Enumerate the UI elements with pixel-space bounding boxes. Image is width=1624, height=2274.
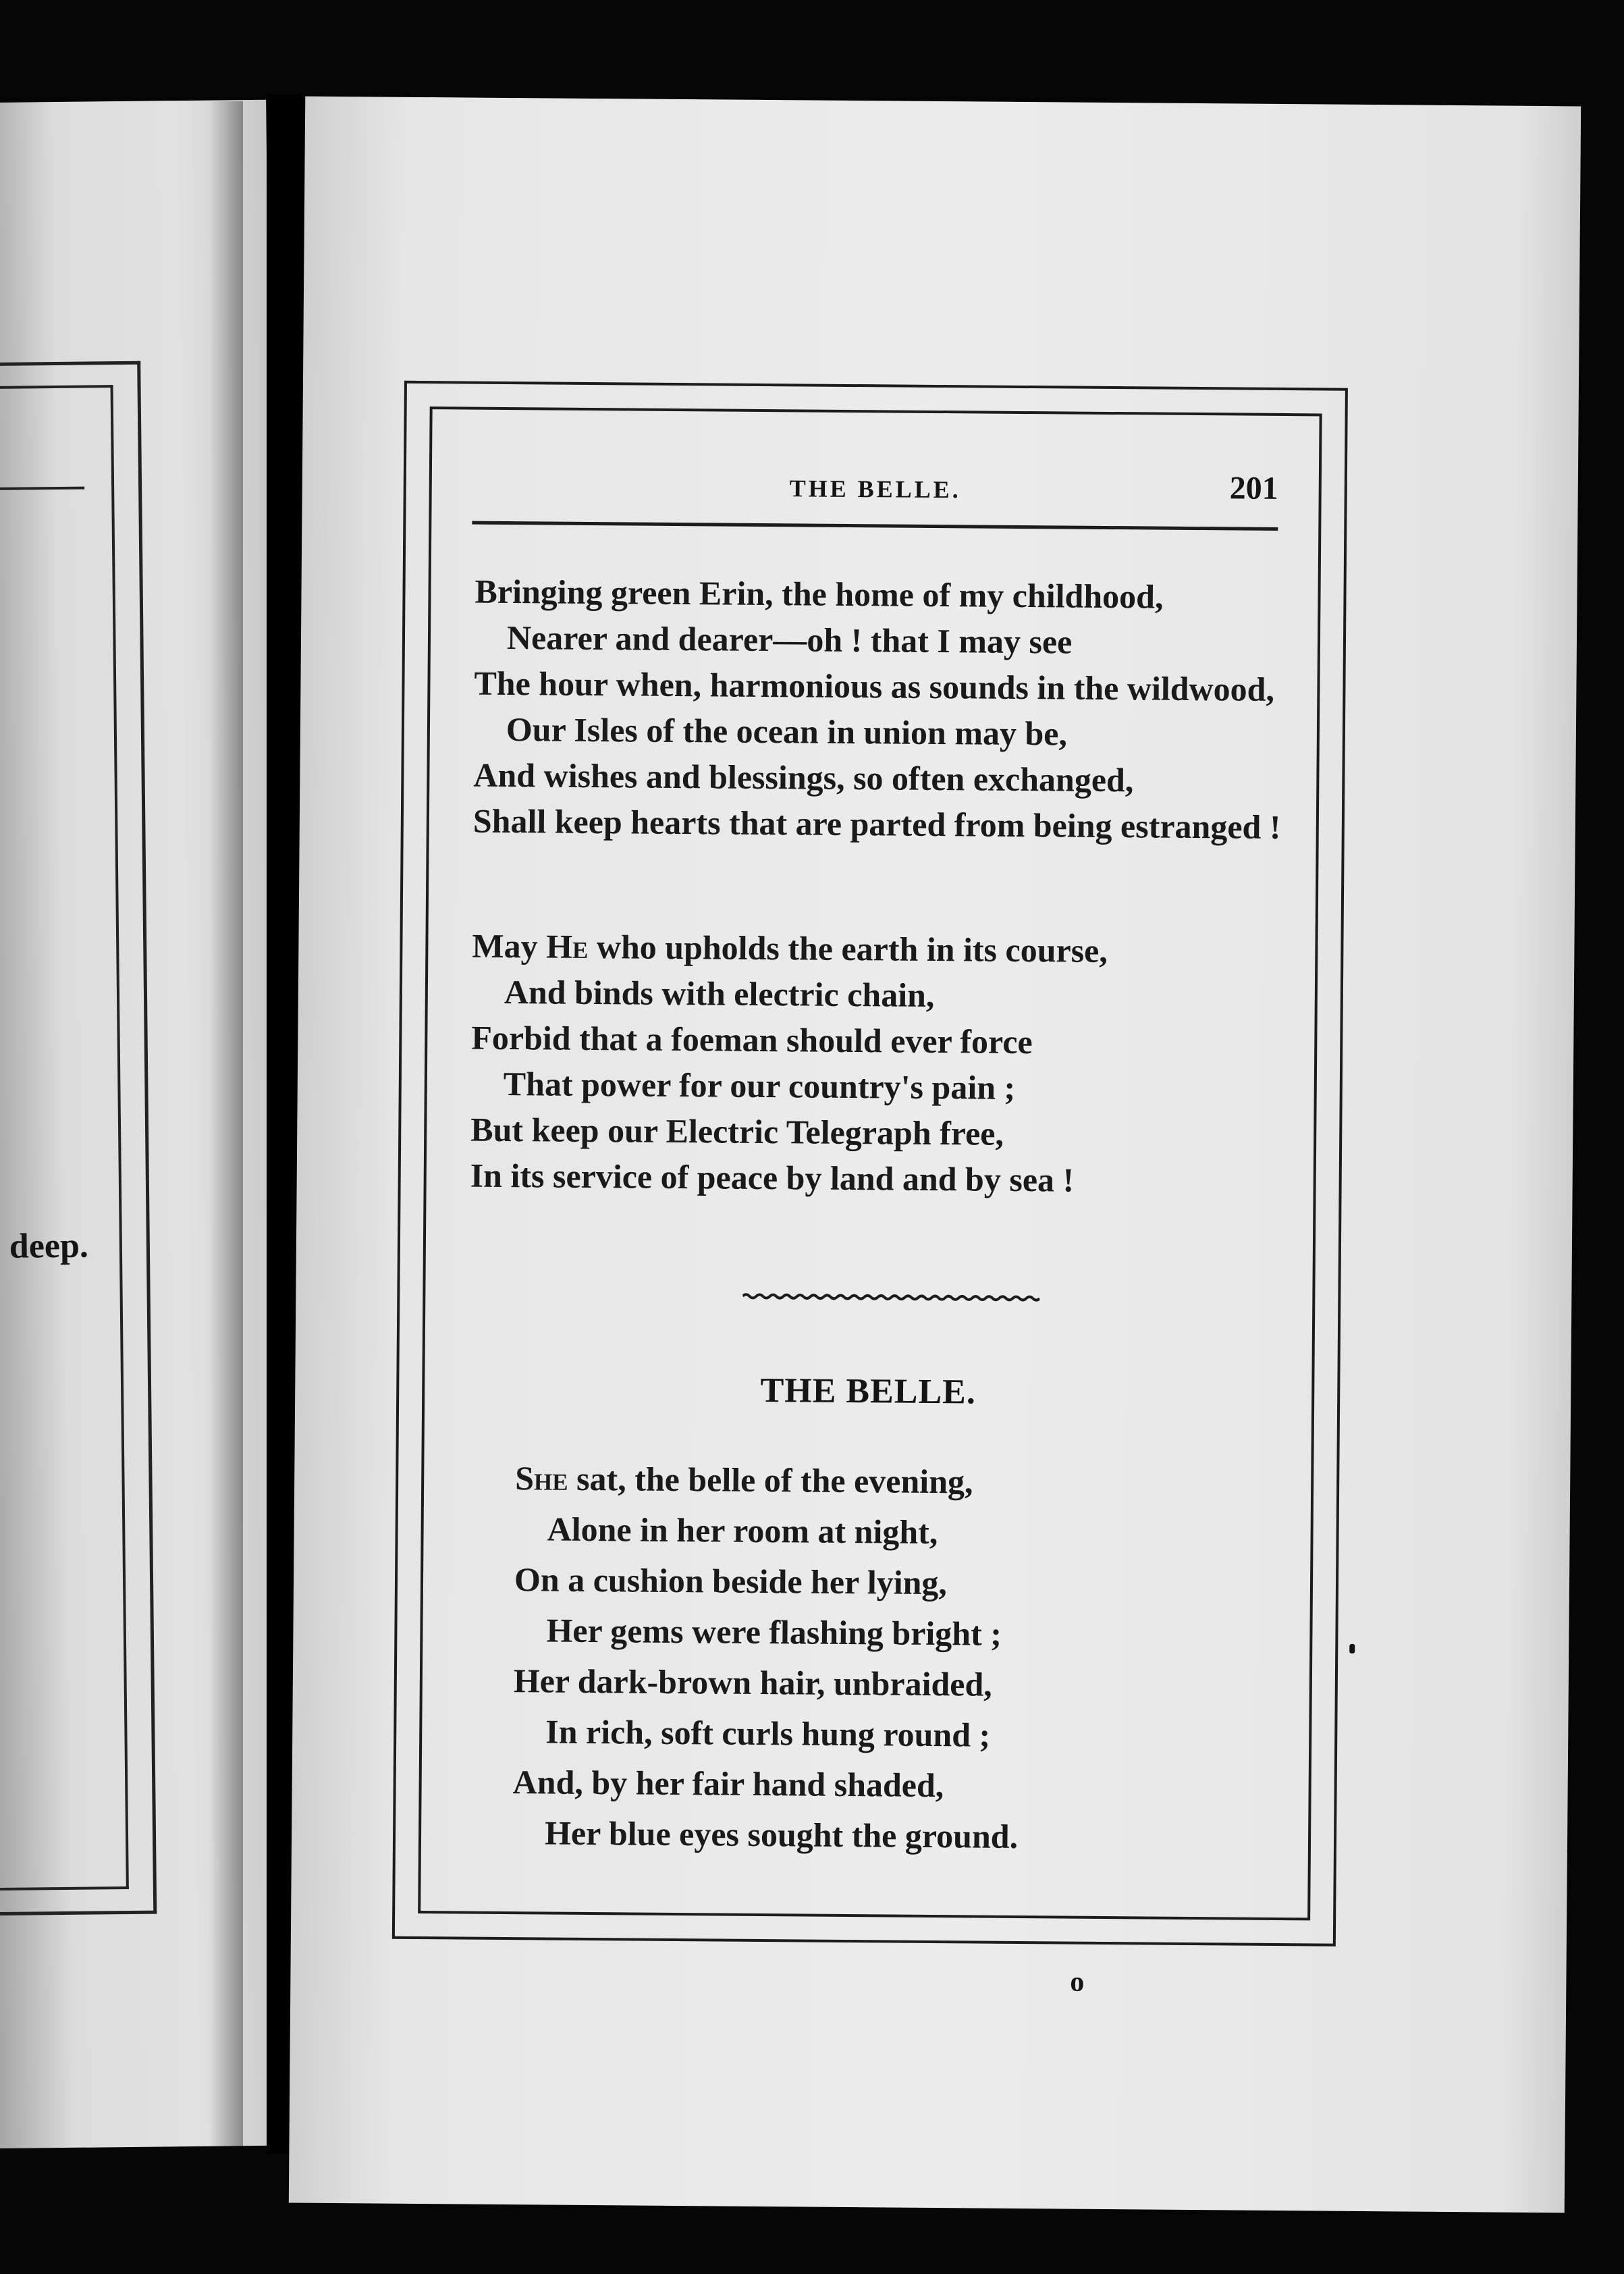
ornamental-divider (742, 1293, 1039, 1302)
verse-line (472, 923, 1288, 975)
left-page-inner-border (0, 385, 129, 1890)
verse-line: But keep our Electric Telegraph free, (470, 1110, 1004, 1153)
verse-line (515, 1453, 1284, 1510)
signature-mark: o (1070, 1966, 1085, 1998)
head-rule (472, 521, 1278, 531)
verse-line: That power for our country's pain ; (503, 1064, 1016, 1107)
verse-smallcaps: He (545, 927, 589, 966)
left-page-text-fragment: deep. (9, 1226, 89, 1266)
verse-line: Her dark-brown hair, unbraided, (513, 1662, 993, 1703)
verse-line: And, by her fair hand shaded, (512, 1763, 944, 1805)
verse-line: Her gems were flashing bright ; (546, 1611, 1002, 1653)
verse-text: who upholds the earth in its course, (588, 927, 1108, 970)
verse-smallcaps: She (514, 1459, 568, 1498)
page-inner-border (418, 406, 1322, 1920)
page-shadow (209, 101, 243, 2147)
stanza-2 (470, 923, 1288, 1205)
verse-line: Her blue eyes sought the ground. (544, 1814, 1019, 1855)
verse-line: Bringing green Erin, the home of my childhood, (475, 572, 1164, 616)
verse-line: Forbid that a foeman should ever force (471, 1018, 1033, 1061)
stanza-1 (473, 568, 1291, 850)
ink-speck (1349, 1644, 1355, 1654)
verse-text: May (472, 926, 547, 966)
verse-line: Shall keep hearts that are parted from being estranged ! (472, 801, 1281, 847)
page-outer-border (392, 381, 1348, 1947)
left-page (0, 100, 288, 2149)
stanza-3 (512, 1453, 1284, 1864)
section-title: THE BELLE. (760, 1371, 977, 1412)
verse-line: The hour when, harmonious as sounds in the wildwood, (474, 664, 1275, 708)
verse-text: sat, the belle of the evening, (568, 1459, 973, 1501)
running-head (431, 463, 1319, 517)
verse-line: Alone in her room at night, (547, 1510, 938, 1552)
verse-line: In its service of peace by land and by sea ! (470, 1156, 1075, 1199)
verse-line: In rich, soft curls hung round ; (545, 1712, 991, 1754)
page-number: 201 (1229, 470, 1278, 506)
running-title: THE BELLE. (789, 475, 961, 504)
verse-line: Nearer and dearer—oh ! that I may see (506, 618, 1073, 661)
verse-line: And binds with electric chain, (504, 972, 935, 1014)
verse-line: On a cushion beside her lying, (514, 1560, 948, 1602)
verse-line: Our Isles of the ocean in union may be, (506, 710, 1068, 753)
right-page (289, 97, 1581, 2213)
verse-line: And wishes and blessings, so often exchanged, (473, 756, 1134, 799)
